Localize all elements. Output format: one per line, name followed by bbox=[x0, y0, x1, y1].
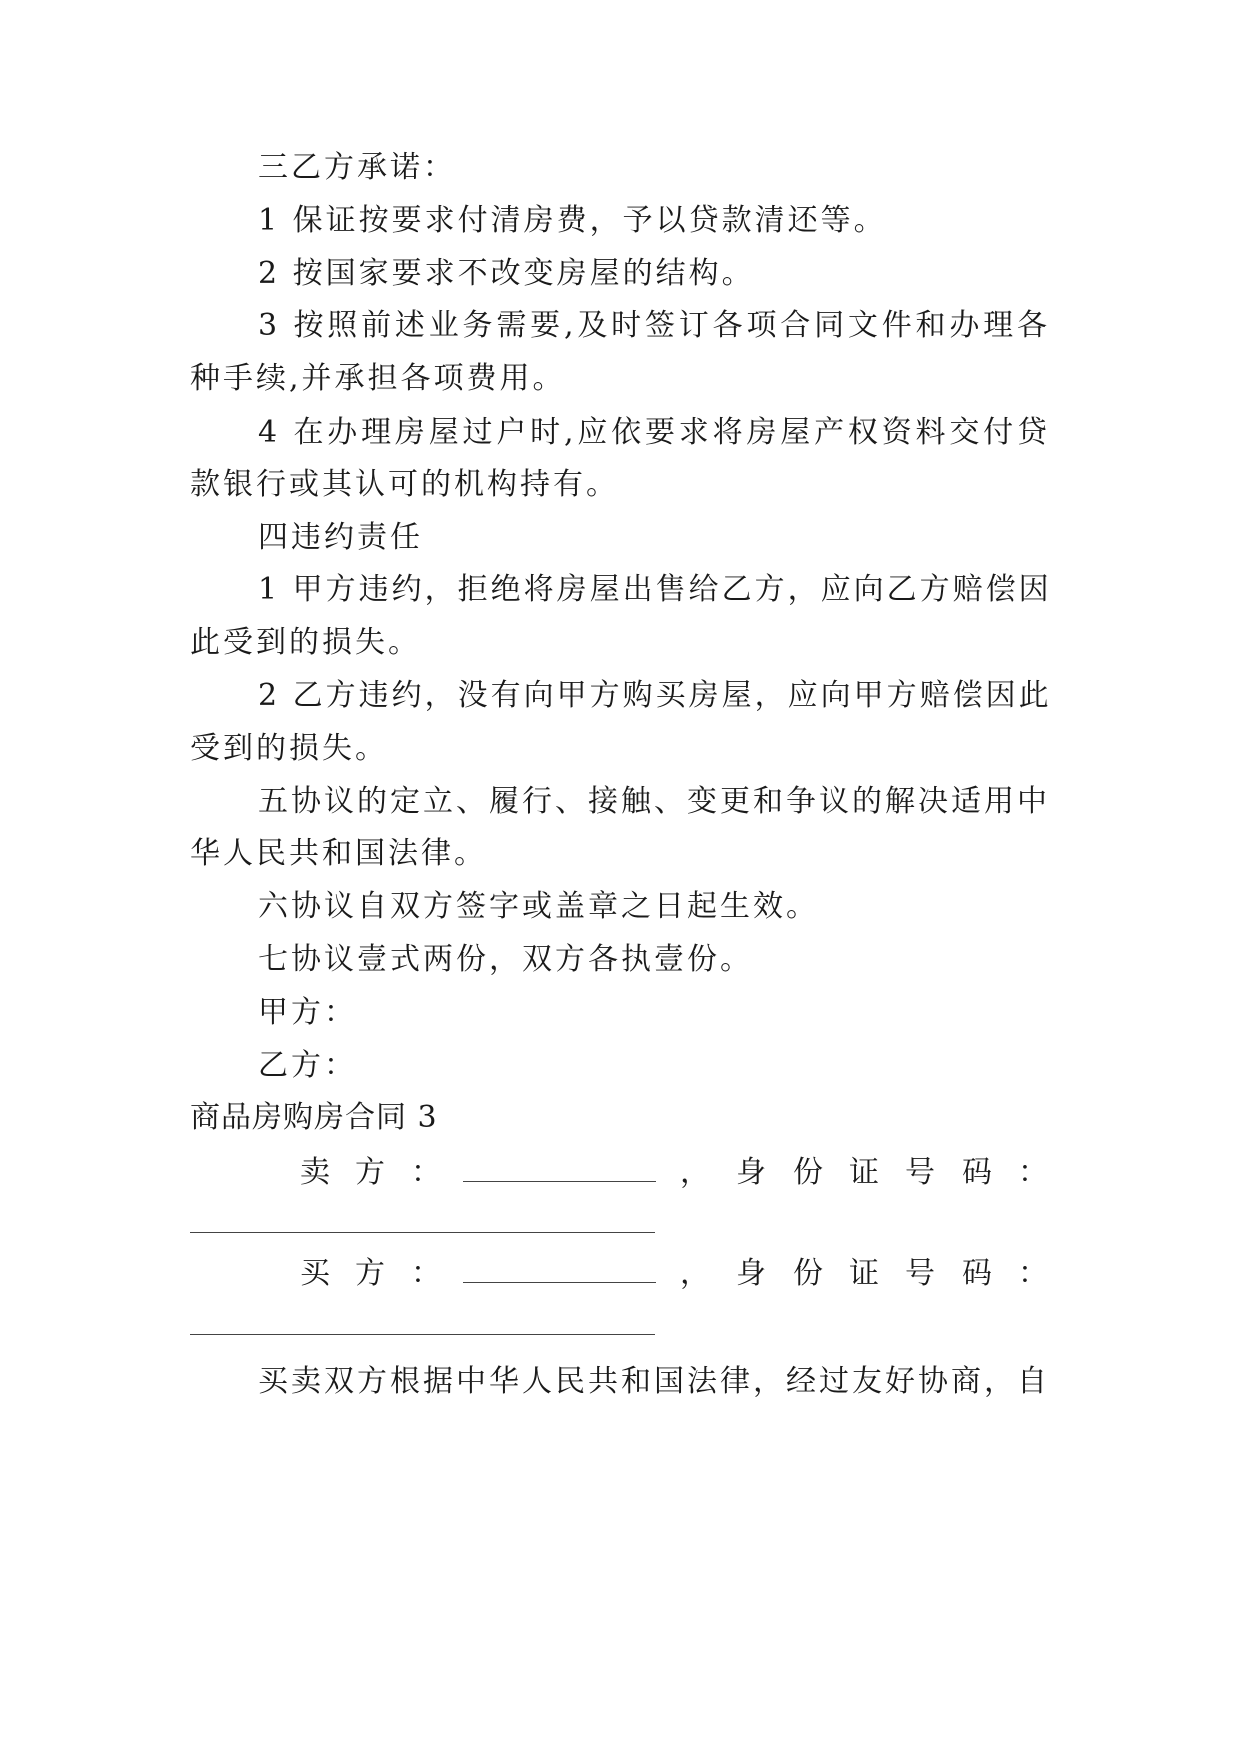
section3-item1: 1 保证按要求付清房费，予以贷款清还等。 bbox=[258, 203, 887, 238]
contract3-intro: 买卖双方根据中华人民共和国法律，经过友好协商，自 bbox=[258, 1364, 1050, 1399]
seller-id-colon: ： bbox=[1018, 1155, 1048, 1190]
seller-row bbox=[190, 1153, 1050, 1193]
buyer-id-char3: 证 bbox=[849, 1256, 879, 1291]
seller-comma: ， bbox=[680, 1155, 710, 1190]
seller-id-char2: 份 bbox=[793, 1155, 823, 1190]
buyer-row bbox=[190, 1254, 1050, 1294]
section3-item3-line2: 种手续,并承担各项费用。 bbox=[190, 361, 566, 396]
seller-label-colon: ： bbox=[411, 1155, 441, 1190]
buyer-label-char2: 方 bbox=[355, 1256, 385, 1291]
section7-text: 七协议壹式两份，双方各执壹份。 bbox=[258, 942, 753, 977]
section4-item1-line1: 1 甲方违约，拒绝将房屋出售给乙方，应向乙方赔偿因 bbox=[258, 572, 1052, 607]
buyer-id-colon: ： bbox=[1018, 1256, 1048, 1291]
section4-item2-line1: 2 乙方违约，没有向甲方购买房屋，应向甲方赔偿因此 bbox=[258, 678, 1052, 713]
seller-label-char1: 卖 bbox=[300, 1155, 330, 1190]
party-a-signature: 甲方： bbox=[258, 995, 357, 1030]
seller-id-char4: 号 bbox=[905, 1155, 935, 1190]
section5-line1: 五协议的定立、履行、接触、变更和争议的解决适用中 bbox=[258, 784, 1050, 819]
section3-heading: 三乙方承诺： bbox=[258, 150, 456, 185]
contract3-title: 商品房购房合同 3 bbox=[190, 1100, 438, 1135]
section5-line2: 华人民共和国法律。 bbox=[190, 836, 487, 871]
seller-id-field[interactable] bbox=[190, 1232, 655, 1233]
buyer-id-char5: 码 bbox=[962, 1256, 992, 1291]
seller-id-char5: 码 bbox=[962, 1155, 992, 1190]
buyer-id-char1: 身 bbox=[736, 1256, 766, 1291]
section3-item2: 2 按国家要求不改变房屋的结构。 bbox=[258, 256, 755, 291]
section4-heading: 四违约责任 bbox=[258, 520, 423, 555]
section4-item2-line2: 受到的损失。 bbox=[190, 731, 388, 766]
buyer-comma: ， bbox=[680, 1256, 710, 1291]
buyer-label-colon: ： bbox=[411, 1256, 441, 1291]
buyer-id-char2: 份 bbox=[793, 1256, 823, 1291]
seller-label-char2: 方 bbox=[355, 1155, 385, 1190]
section3-item3-line1: 3 按照前述业务需要,及时签订各项合同文件和办理各 bbox=[258, 308, 1050, 343]
buyer-label-char1: 买 bbox=[300, 1256, 330, 1291]
buyer-name-field[interactable] bbox=[463, 1254, 656, 1294]
party-b-signature: 乙方： bbox=[258, 1048, 357, 1083]
section6-text: 六协议自双方签字或盖章之日起生效。 bbox=[258, 889, 819, 924]
seller-name-field[interactable] bbox=[463, 1153, 656, 1193]
seller-id-char3: 证 bbox=[849, 1155, 879, 1190]
buyer-id-char4: 号 bbox=[905, 1256, 935, 1291]
buyer-id-field[interactable] bbox=[190, 1334, 655, 1335]
section3-item4-line1: 4 在办理房屋过户时,应依要求将房屋产权资料交付贷 bbox=[258, 415, 1050, 450]
section4-item1-line2: 此受到的损失。 bbox=[190, 625, 421, 660]
section3-item4-line2: 款银行或其认可的机构持有。 bbox=[190, 467, 619, 502]
seller-id-char1: 身 bbox=[736, 1155, 766, 1190]
